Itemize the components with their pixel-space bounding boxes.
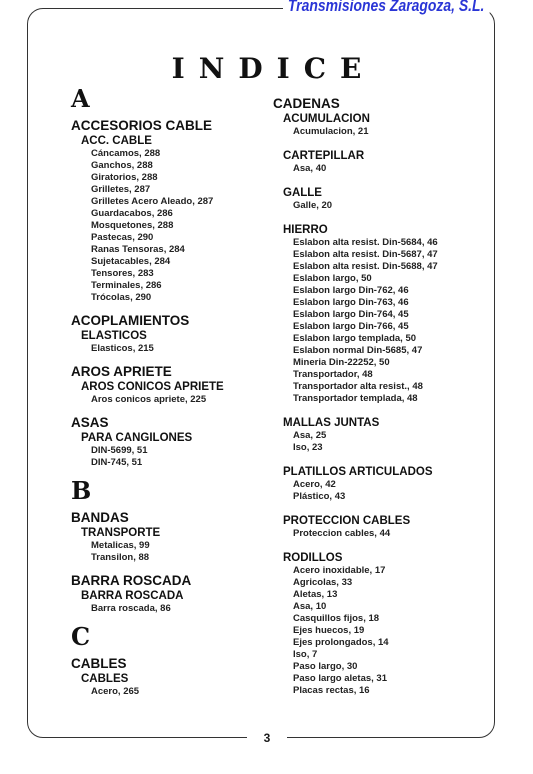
index-entry: Transilon, 88 [91,552,150,563]
index-entry: Eslabon alta resist. Din-5688, 47 [293,261,438,272]
subsection-title: BARRA ROSCADA [81,590,184,602]
index-section [71,656,271,698]
index-section [71,313,271,355]
index-entry: Terminales, 286 [91,280,162,291]
index-entry: Elasticos, 215 [91,343,154,354]
entry-list [91,343,271,355]
subsection-title: HIERRO [283,224,328,236]
index-entry: Acero, 42 [293,479,336,490]
index-entry: Acero inoxidable, 17 [293,565,386,576]
index-entry: Trócolas, 290 [91,292,152,303]
index-entry: Eslabon largo templada, 50 [293,333,417,344]
index-entry: Acero, 265 [91,686,140,697]
index-left-column [71,86,271,707]
entry-list [293,565,473,697]
page-title: INDICE [171,52,376,85]
section-title: ACCESORIOS CABLE [71,118,213,133]
subsection [283,416,473,454]
entry-list [293,237,473,405]
index-entry: Proteccion cables, 44 [293,528,391,539]
subsection [81,329,271,355]
section-title: AROS APRIETE [71,364,172,379]
page-number: 3 [247,729,287,747]
section-title: ASAS [71,415,109,430]
index-entry: Ejes huecos, 19 [293,625,365,636]
index-entry: Metalicas, 99 [91,540,150,551]
index-entry: Asa, 40 [293,163,327,174]
index-entry: Grilletes Acero Aleado, 287 [91,196,214,207]
index-entry: Eslabon alta resist. Din-5687, 47 [293,249,438,260]
section-title: CADENAS [273,96,340,111]
entry-list [91,148,271,304]
subsection-title: PARA CANGILONES [81,432,193,444]
index-letter: B [71,476,92,505]
subsection-title: PROTECCION CABLES [283,515,411,527]
index-section [71,118,271,304]
subsection [283,465,473,503]
entry-list [91,394,271,406]
entry-list [293,163,473,175]
subsection [283,551,473,697]
subsection-title: CABLES [81,673,129,685]
index-entry: Transportador templada, 48 [293,393,418,404]
index-entry: Ranas Tensoras, 284 [91,244,185,255]
index-entry: Paso largo aletas, 31 [293,673,387,684]
index-entry: Grilletes, 287 [91,184,151,195]
index-entry: Barra roscada, 86 [91,603,171,614]
index-entry: Ganchos, 288 [91,160,153,171]
entry-list [293,528,473,540]
entry-list [293,200,473,212]
index-entry: Guardacabos, 286 [91,208,173,219]
company-brand: Transmisiones Zaragoza, S.L. [283,0,489,18]
index-entry: Ejes prolongados, 14 [293,637,389,648]
index-entry: Cáncamos, 288 [91,148,161,159]
index-entry: Eslabon largo, 50 [293,273,372,284]
index-section [71,415,271,469]
subsection-title: RODILLOS [283,552,343,564]
index-entry: Transportador, 48 [293,369,373,380]
index-entry: DIN-5699, 51 [91,445,148,456]
entry-list [293,430,473,454]
index-entry: Asa, 25 [293,430,327,441]
subsection [283,514,473,540]
subsection-title: ACUMULACION [283,113,370,125]
index-entry: Giratorios, 288 [91,172,158,183]
subsection [283,149,473,175]
subsection [81,672,271,698]
index-entry: Iso, 23 [293,442,323,453]
index-entry: Tensores, 283 [91,268,154,279]
index-entry: Mineria Din-22252, 50 [293,357,390,368]
index-entry: Transportador alta resist., 48 [293,381,423,392]
subsection-title: TRANSPORTE [81,527,161,539]
index-entry: Aros conicos apriete, 225 [91,394,207,405]
subsection [81,526,271,564]
index-section [71,510,271,564]
index-letter: C [71,622,91,651]
index-entry: Sujetacables, 284 [91,256,171,267]
subsection [81,134,271,304]
index-entry: Eslabon normal Din-5685, 47 [293,345,423,356]
entry-list [91,540,271,564]
index-entry: Iso, 7 [293,649,318,660]
index-entry: Plástico, 43 [293,491,346,502]
index-entry: Placas rectas, 16 [293,685,370,696]
entry-list [293,126,473,138]
index-entry: Paso largo, 30 [293,661,358,672]
section-title: BARRA ROSCADA [71,573,192,588]
subsection-title: GALLE [283,187,322,199]
index-entry: Pastecas, 290 [91,232,154,243]
subsection [81,380,271,406]
index-letter: A [71,84,90,113]
section-title: BANDAS [71,510,129,525]
index-entry: Agricolas, 33 [293,577,353,588]
index-right-column [273,96,473,708]
entry-list [293,479,473,503]
subsection-title: CARTEPILLAR [283,150,365,162]
subsection-title: ELASTICOS [81,330,147,342]
subsection-title: MALLAS JUNTAS [283,417,380,429]
subsection [283,186,473,212]
index-entry: Eslabon largo Din-764, 45 [293,309,409,320]
index-entry: Eslabon largo Din-766, 45 [293,321,409,332]
index-entry: Acumulacion, 21 [293,126,369,137]
entry-list [91,603,271,615]
subsection-title: ACC. CABLE [81,135,152,147]
subsection [283,223,473,405]
index-entry: Eslabon alta resist. Din-5684, 46 [293,237,438,248]
index-entry: Asa, 10 [293,601,327,612]
index-entry: Eslabon largo Din-762, 46 [293,285,409,296]
index-entry: Casquillos fijos, 18 [293,613,380,624]
entry-list [91,686,271,698]
subsection [283,112,473,138]
subsection-title: AROS CONICOS APRIETE [81,381,224,393]
index-entry: DIN-745, 51 [91,457,143,468]
subsection-title: PLATILLOS ARTICULADOS [283,466,433,478]
section-title: ACOPLAMIENTOS [71,313,190,328]
index-entry: Aletas, 13 [293,589,338,600]
index-entry: Eslabon largo Din-763, 46 [293,297,409,308]
entry-list [91,445,271,469]
index-entry: Mosquetones, 288 [91,220,174,231]
index-section [71,573,271,615]
section-title: CABLES [71,656,127,671]
index-section [71,364,271,406]
index-entry: Galle, 20 [293,200,333,211]
subsection [81,589,271,615]
subsection [81,431,271,469]
